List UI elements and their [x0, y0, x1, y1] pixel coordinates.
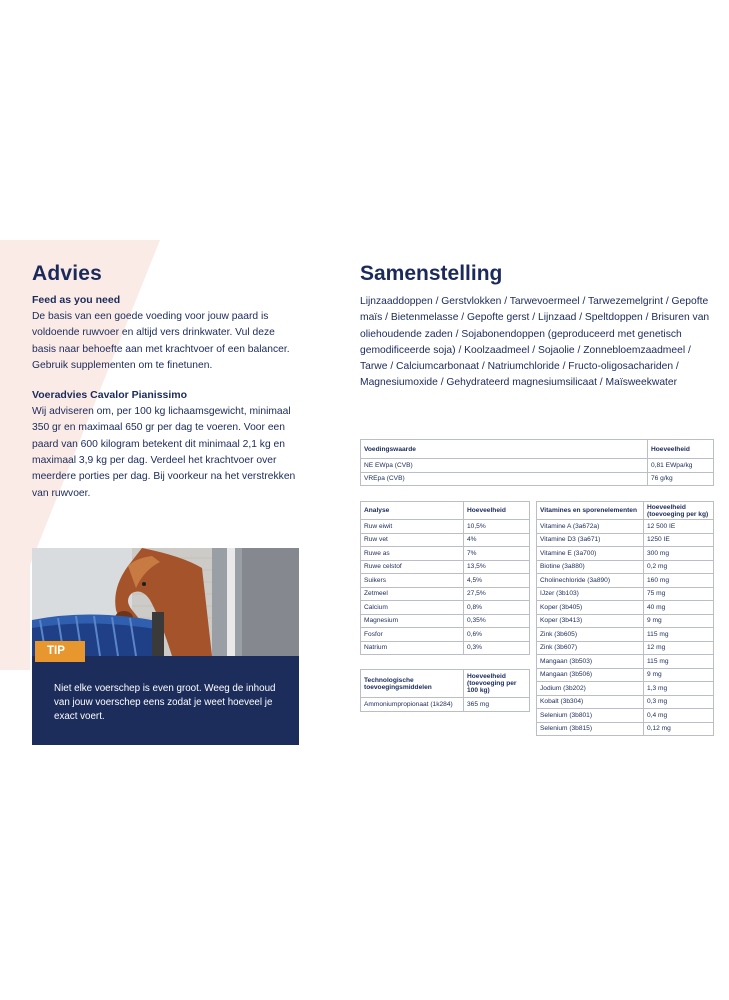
table-cell: 0,2 mg [644, 560, 714, 574]
samenstelling-section [360, 262, 710, 392]
table-cell: 10,5% [464, 520, 530, 534]
table-row [537, 628, 714, 642]
table-cell: Cholinechloride (3a890) [537, 574, 644, 588]
table-row [537, 722, 714, 736]
table-cell: Kobalt (3b304) [537, 695, 644, 709]
table-header: Hoeveelheid (toevoeging per kg) [644, 502, 714, 520]
table-cell: 12 mg [644, 641, 714, 655]
table-row [361, 520, 530, 534]
table-row [361, 641, 530, 655]
table-row [537, 695, 714, 709]
table-row [361, 533, 530, 547]
table-row [537, 641, 714, 655]
table-cell: 0,8% [464, 601, 530, 615]
table-row [361, 472, 714, 486]
tip-label: TIP [35, 641, 85, 662]
table-cell: 27,5% [464, 587, 530, 601]
table-row [361, 459, 714, 473]
table-row [537, 668, 714, 682]
table-row [537, 520, 714, 534]
table-cell: Calcium [361, 601, 464, 615]
table-cell: 1,3 mg [644, 682, 714, 696]
table-cell: Vitamine E (3a700) [537, 547, 644, 561]
table-cell: 1250 IE [644, 533, 714, 547]
table-row [361, 601, 530, 615]
table-cell: Ruwe celstof [361, 560, 464, 574]
table-cell: 75 mg [644, 587, 714, 601]
table-header: Hoeveelheid [648, 440, 714, 459]
table-cell: Fosfor [361, 628, 464, 642]
table-row [361, 587, 530, 601]
table-cell: Ruw vet [361, 533, 464, 547]
samenstelling-text: Lijnzaaddoppen / Gerstvlokken / Tarwevoermeel / Tarwezemelgrint / Gepofte maïs / Bietenmelasse / Gepofte gerst / Lijnzaad / Speltdoppen / Brisuren van oliehoudende zaden / Sojabonendoppen (geproduceerd met genetisch gemodificeerde soja) / Koolzaadmeel / Sojaolie / Zonnebloemzaadmeel / Tarwe / Calciumcarbonaat / Natriumchloride / Fructo-oligosachariden / Magnesiumoxide / Gehydrateerd magnesiumsilicaat / Maïsweekwater [360, 296, 710, 389]
table-cell: Suikers [361, 574, 464, 588]
table-cell: Ammoniumpropionaat (1k284) [361, 698, 464, 712]
advies-text-voeradvies: Wij adviseren om, per 100 kg lichaamsgewicht, minimaal 350 gr en maximaal 650 gr per dag te voeren. Voor een paard van 600 kilogram betekent dit minimaal 2,1 kg en maximaal 3,9 kg per dag. Verdeel het krachtvoer over meerdere porties per dag. Bij voorkeur na het verstrekken van ruwvoer. [32, 406, 296, 499]
table-cell: 115 mg [644, 628, 714, 642]
table-row [537, 682, 714, 696]
technologische-table [360, 669, 530, 712]
advies-title: Advies [32, 262, 103, 285]
table-cell: Koper (3b413) [537, 614, 644, 628]
table-cell: 115 mg [644, 655, 714, 669]
table-row [361, 560, 530, 574]
advies-subtitle-voeradvies: Voeradvies Cavalor Pianissimo [32, 389, 188, 402]
table-cell: 12 500 IE [644, 520, 714, 534]
table-row [537, 587, 714, 601]
table-cell: 0,3% [464, 641, 530, 655]
table-row [537, 560, 714, 574]
table-cell: 300 mg [644, 547, 714, 561]
table-cell: Jodium (3b202) [537, 682, 644, 696]
table-cell: 0,6% [464, 628, 530, 642]
table-cell: 0,4 mg [644, 709, 714, 723]
table-cell: 0,12 mg [644, 722, 714, 736]
table-cell: 0,3 mg [644, 695, 714, 709]
table-cell: 4,5% [464, 574, 530, 588]
table-cell: 9 mg [644, 668, 714, 682]
samenstelling-title: Samenstelling [360, 262, 503, 285]
table-row [361, 628, 530, 642]
table-row [537, 601, 714, 615]
table-cell: Vitamine A (3a672a) [537, 520, 644, 534]
table-header: Hoeveelheid (toevoeging per 100 kg) [464, 670, 530, 698]
table-cell: Ruwe as [361, 547, 464, 561]
table-header: Technologische toevoegingsmiddelen [361, 670, 464, 698]
advies-section [32, 262, 300, 502]
tip-text: Niet elke voerschep is even groot. Weeg de inhoud van jouw voerschep eens zodat je weet hoeveel je exact voert. [54, 683, 276, 722]
table-row [361, 574, 530, 588]
table-cell: VREpa (CVB) [361, 472, 648, 486]
analyse-table [360, 501, 530, 655]
table-cell: Vitamine D3 (3a671) [537, 533, 644, 547]
table-cell: 160 mg [644, 574, 714, 588]
table-cell: 9 mg [644, 614, 714, 628]
advies-subtitle-feed: Feed as you need [32, 294, 121, 306]
table-cell: 13,5% [464, 560, 530, 574]
table-cell: Zetmeel [361, 587, 464, 601]
table-cell: 4% [464, 533, 530, 547]
table-header: Voedingswaarde [361, 440, 648, 459]
table-row [537, 655, 714, 669]
table-cell: Koper (3b405) [537, 601, 644, 615]
table-cell: 76 g/kg [648, 472, 714, 486]
table-cell: 0,81 EWpa/kg [648, 459, 714, 473]
voedingswaarde-table [360, 439, 714, 486]
table-row [361, 614, 530, 628]
advies-text-basis: De basis van een goede voeding voor jouw paard is voldoende ruwvoer en altijd vers drinkwater. Vul deze basis naar behoefte aan met krachtvoer of een balancer. Gebruik supplementen om te finetunen. [32, 311, 290, 371]
table-cell: Zink (3b607) [537, 641, 644, 655]
table-cell: Biotine (3a880) [537, 560, 644, 574]
table-cell: 40 mg [644, 601, 714, 615]
table-row [361, 547, 530, 561]
table-header: Hoeveelheid [464, 502, 530, 520]
vitamines-table [536, 501, 714, 736]
table-row [537, 574, 714, 588]
table-cell: Selenium (3b801) [537, 709, 644, 723]
table-cell: Mangaan (3b503) [537, 655, 644, 669]
table-cell: 365 mg [464, 698, 530, 712]
table-header: Analyse [361, 502, 464, 520]
table-cell: Natrium [361, 641, 464, 655]
table-cell: NE EWpa (CVB) [361, 459, 648, 473]
table-row [537, 709, 714, 723]
table-cell: 7% [464, 547, 530, 561]
table-cell: IJzer (3b103) [537, 587, 644, 601]
table-cell: Selenium (3b815) [537, 722, 644, 736]
table-header: Vitamines en sporenelementen [537, 502, 644, 520]
horse-illustration [32, 548, 299, 656]
table-cell: Magnesium [361, 614, 464, 628]
table-row [361, 698, 530, 712]
table-cell: Mangaan (3b506) [537, 668, 644, 682]
table-row [537, 533, 714, 547]
table-row [537, 547, 714, 561]
table-cell: Zink (3b605) [537, 628, 644, 642]
horse-photo [32, 548, 299, 656]
table-cell: 0,35% [464, 614, 530, 628]
table-cell: Ruw eiwit [361, 520, 464, 534]
table-row [537, 614, 714, 628]
